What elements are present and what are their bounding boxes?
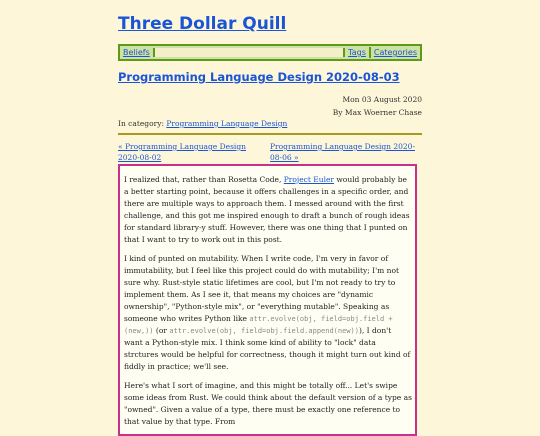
paragraph-text: (or <box>153 326 170 335</box>
inline-code: attr.evolve(obj, field=obj.field + (new,)) <box>124 315 393 335</box>
article-paragraph: Here's what I sort of imagine, and this might be totally off... Let's swipe some ideas from Rust. We could think about the default version of a type as "owned". Given a value of a type, there must be exactly one reference to that value by that type. From <box>124 381 412 426</box>
post-title-link[interactable]: Programming Language Design 2020-08-03 <box>118 70 400 84</box>
article-paragraph <box>124 174 412 246</box>
next-post-link[interactable]: Programming Language Design 2020-08-06 » <box>270 142 415 162</box>
category-label: In category: <box>118 119 164 128</box>
project-euler-link[interactable]: Project Euler <box>283 175 334 184</box>
nav-bar <box>118 44 422 61</box>
post-author: By Max Woerner Chase <box>332 108 422 117</box>
article-paragraph <box>124 253 412 373</box>
category-link[interactable]: Programming Language Design <box>166 119 288 128</box>
paragraph-text: I kind of punted on mutability. When I write code, I'm very in favor of immutability, but I feel like this project could do with mutability; I'm not sure why. Rust-style static lifetimes are cool, but I'm not ready to try to implement them. As I see it, that means my choices are "dynamic ownership", "Python-style mix", or "everything mutable". Speaking as someone who writes Python like <box>124 254 400 323</box>
nav-beliefs-link[interactable]: Beliefs <box>123 48 150 57</box>
post-category <box>118 119 287 128</box>
article-body <box>118 164 417 436</box>
prev-post-link[interactable]: « Programming Language Design 2020-08-02 <box>118 142 246 162</box>
inline-code: attr.evolve(obj, field=obj.field.append(new)) <box>169 327 359 335</box>
nav-categories-link[interactable]: Categories <box>373 48 417 57</box>
nav-spacer <box>153 48 345 57</box>
divider <box>118 133 422 135</box>
nav-tags-link[interactable]: Tags <box>348 48 366 57</box>
post-date: Mon 03 August 2020 <box>342 95 422 104</box>
paragraph-text: I realized that, rather than Rosetta Code, <box>124 175 284 184</box>
paragraph-text: would probably be a better starting point, because it offers challenges in a specific order, and there are multiple ways to approach them. I messed around with the first challenge, and this got me inspired enough to draft a bunch of rough ideas for standard library-y stuff. However, there was one thing that I punted on that I want to try to work out in this post. <box>124 175 410 244</box>
site-title-link[interactable]: Three Dollar Quill <box>118 14 287 34</box>
paragraph-text: ), I don't want a Python-style mix. I think some kind of ability to "lock" data strctures would be helpful for correctness, though it might turn out kind of fiddly in practice; we'll see. <box>124 326 411 371</box>
